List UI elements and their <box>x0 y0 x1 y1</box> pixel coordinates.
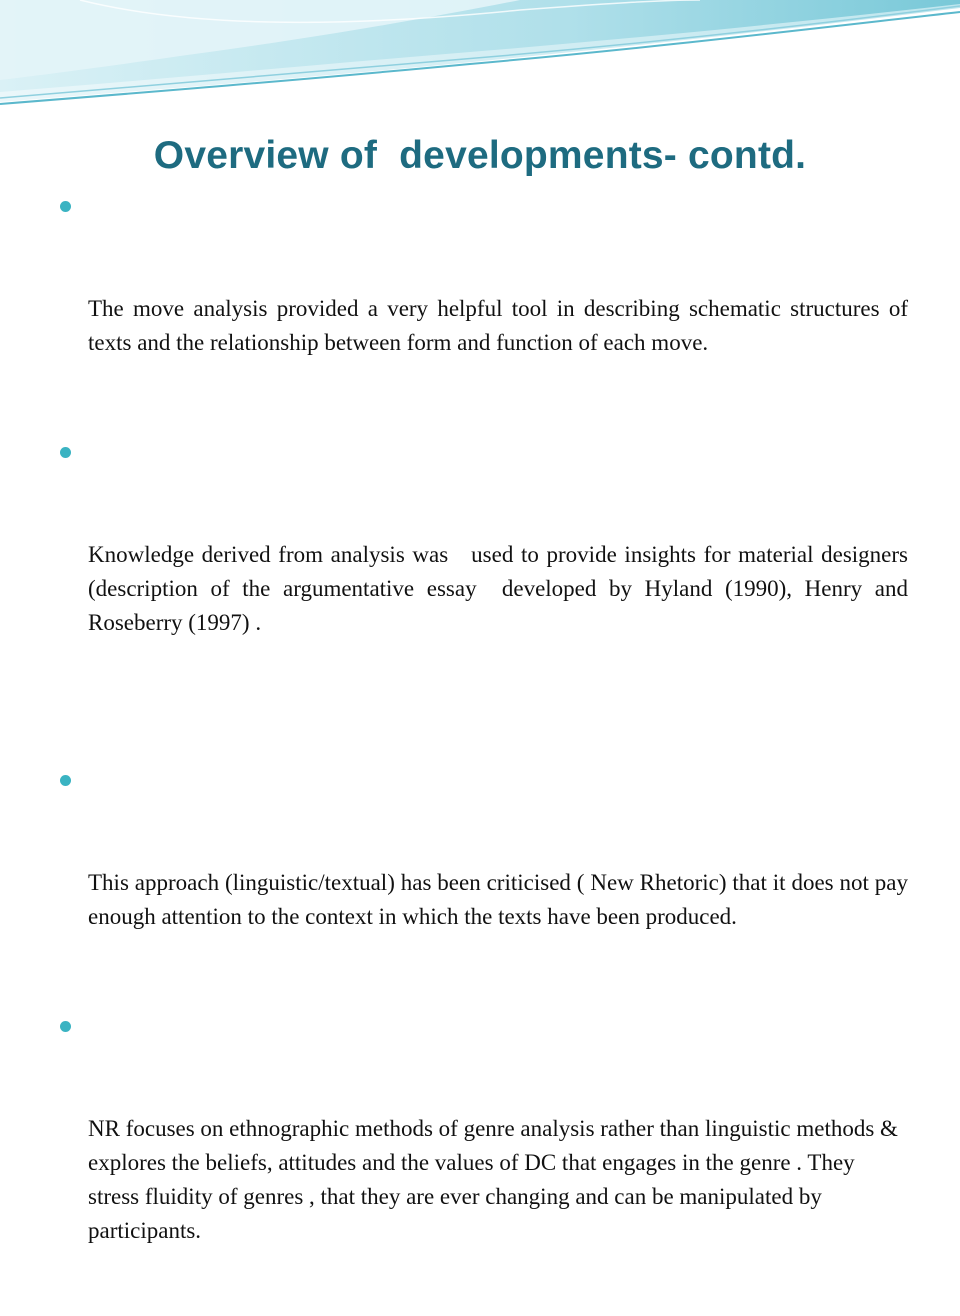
bullet-text: Knowledge derived from analysis was used to provide insights for material designers (description of the argumentative essay developed by Hyland (1990), Henry and Roseberry (1997) . <box>88 542 914 635</box>
slide-title: Overview of developments- contd. <box>153 134 807 178</box>
bullet-text: This approach (linguistic/textual) has been criticised ( New Rhetoric) that it does not pay enough attention to the context in which the texts have been produced. <box>88 870 914 929</box>
bullet-list <box>60 190 914 1316</box>
bullet-dot-icon <box>60 775 71 786</box>
bullet-dot-icon <box>60 201 71 212</box>
bullet-item <box>60 190 914 428</box>
bullet-item <box>60 1010 908 1316</box>
bullet-item <box>60 436 914 708</box>
bullet-text: The move analysis provided a very helpful tool in describing schematic structures of texts and the relationship between form and function of each move. <box>88 296 914 355</box>
header-wave-decoration <box>0 0 960 120</box>
bullet-dot-icon <box>60 447 71 458</box>
bullet-text: NR focuses on ethnographic methods of genre analysis rather than linguistic methods & explores the beliefs, attitudes and the values of DC that engages in the genre . They stress fluidity of genres , that they are ever changing and can be manipulated by participants. <box>88 1116 904 1243</box>
bullet-item <box>60 764 914 1002</box>
bullet-dot-icon <box>60 1021 71 1032</box>
